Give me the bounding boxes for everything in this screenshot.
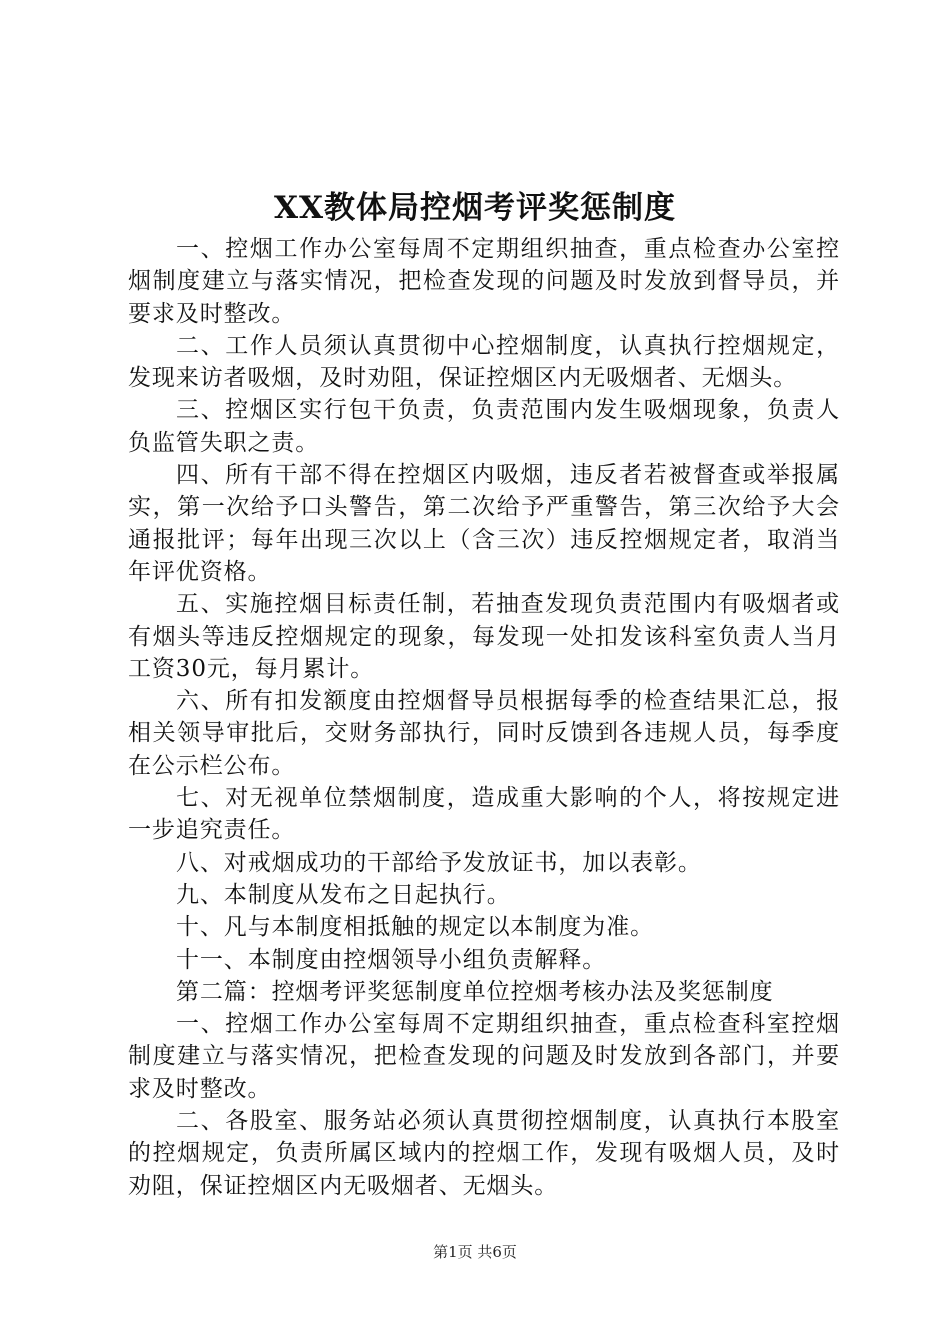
paragraph-7: 七、对无视单位禁烟制度，造成重大影响的个人，将按规定进一步追究责任。	[128, 785, 840, 844]
paragraph-4: 四、所有干部不得在控烟区内吸烟，违反者若被督查或举报属实，第一次给予口头警告，第二次给予严重警告，第三次给予大会通报批评；每年出现三次以上（含三次）违反控烟规定者，取消当年评优资格。	[128, 462, 840, 585]
paragraph-11: 十一、本制度由控烟领导小组负责解释。	[176, 946, 607, 973]
paragraph-10: 十、凡与本制度相抵触的规定以本制度为准。	[176, 914, 654, 941]
paragraph-5: 五、实施控烟目标责任制，若抽查发现负责范围内有吸烟者或有烟头等违反控烟规定的现象，每发现一处扣发该科室负责人当月工资30元，每月累计。	[128, 591, 840, 682]
section-heading-part-2: 第二篇：控烟考评奖惩制度单位控烟考核办法及奖惩制度	[176, 978, 774, 1005]
paragraph-14: 二、各股室、服务站必须认真贯彻控烟制度，认真执行本股室的控烟规定，负责所属区域内的控烟工作，发现有吸烟人员，及时劝阻，保证控烟区内无吸烟者、无烟头。	[128, 1108, 840, 1199]
paragraph-13: 一、控烟工作办公室每周不定期组织抽查，重点检查科室控烟制度建立与落实情况，把检查发现的问题及时发放到各部门，并要求及时整改。	[128, 1011, 840, 1102]
document-title: XX教体局控烟考评奖惩制度	[273, 190, 677, 226]
page-number-footer: 第1页 共6页	[433, 1243, 517, 1261]
paragraph-1: 一、控烟工作办公室每周不定期组织抽查，重点检查办公室控烟制度建立与落实情况，把检查发现的问题及时发放到督导员，并要求及时整改。	[128, 236, 840, 327]
paragraph-2: 二、工作人员须认真贯彻中心控烟制度，认真执行控烟规定，发现来访者吸烟，及时劝阻，保证控烟区内无吸烟者、无烟头。	[128, 332, 840, 392]
document-body	[128, 233, 840, 1202]
paragraph-3: 三、控烟区实行包干负责，负责范围内发生吸烟现象，负责人负监管失职之责。	[128, 397, 840, 456]
paragraph-6: 六、所有扣发额度由控烟督导员根据每季的检查结果汇总，报相关领导审批后，交财务部执行，同时反馈到各违规人员，每季度在公示栏公布。	[128, 688, 840, 779]
paragraph-8: 八、对戒烟成功的干部给予发放证书，加以表彰。	[176, 849, 702, 876]
paragraph-9: 九、本制度从发布之日起执行。	[176, 881, 511, 908]
